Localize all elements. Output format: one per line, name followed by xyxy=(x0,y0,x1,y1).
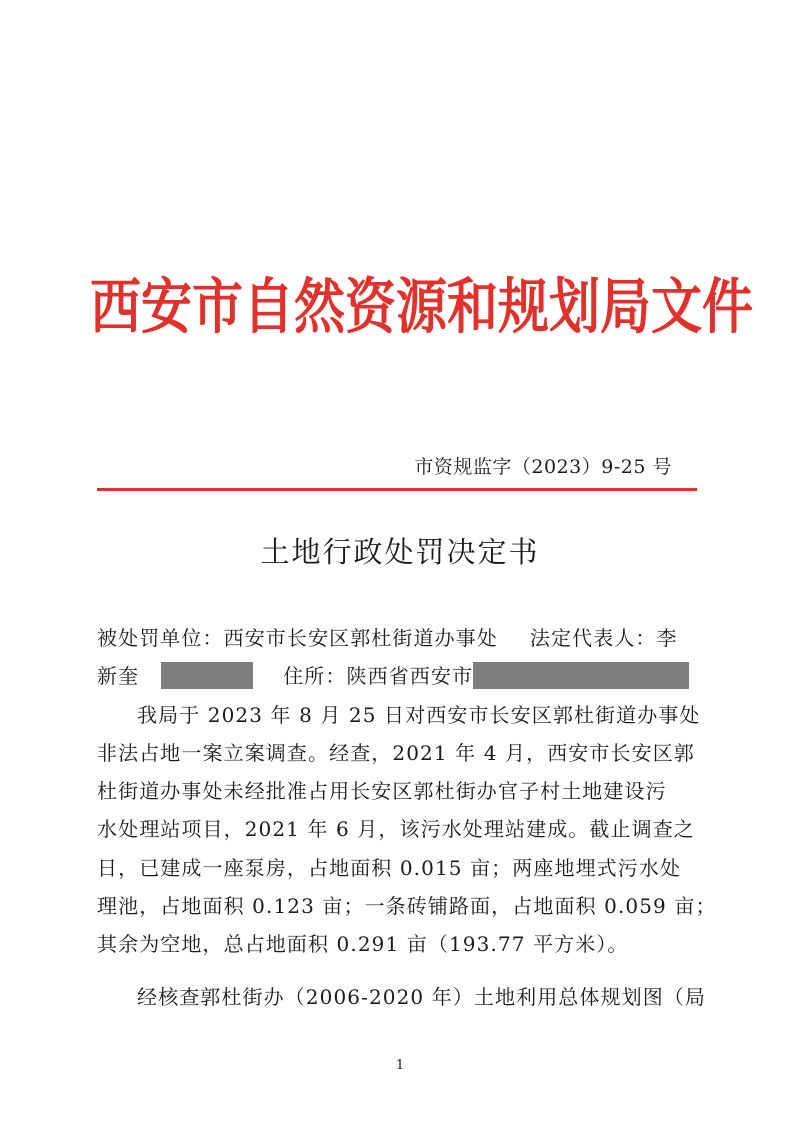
masthead-title: 西安市自然资源和规划局文件 xyxy=(90,272,754,343)
paragraph-line: 其余为空地，总占地面积 0.291 亩（193.77 平方米）。 xyxy=(97,932,629,957)
redaction-block xyxy=(161,662,253,689)
representative-value-part1: 李 xyxy=(656,626,678,650)
redaction-block xyxy=(473,662,689,689)
paragraph-line: 日，已建成一座泵房，占地面积 0.015 亩；两座地埋式污水处 xyxy=(97,855,682,880)
red-divider xyxy=(97,488,697,491)
address-label: 住所： xyxy=(283,664,347,689)
representative-label: 法定代表人： xyxy=(529,626,657,650)
representative-value-part2: 新奎 xyxy=(97,664,140,689)
unit-label: 被处罚单位： xyxy=(97,626,224,650)
page-number: 1 xyxy=(395,1058,405,1073)
paragraph-line: 经核查郭杜街办（2006-2020 年）土地利用总体规划图（局 xyxy=(137,984,707,1009)
document-body xyxy=(97,619,717,1016)
document-title: 土地行政处罚决定书 xyxy=(260,535,540,569)
paragraph-line: 水处理站项目，2021 年 6 月，该污水处理站建成。截止调查之 xyxy=(97,817,695,842)
party-line-1 xyxy=(97,619,697,657)
unit-value: 西安市长安区郭杜街道办事处 xyxy=(223,626,498,650)
document-number: 市资规监字（2023）9-25 号 xyxy=(414,456,672,478)
address-value: 陕西省西安市 xyxy=(346,664,474,689)
paragraph-line: 我局于 2023 年 8 月 25 日对西安市长安区郭杜街道办事处 xyxy=(137,702,701,727)
paragraph-line: 非法占地一案立案调查。经查，2021 年 4 月，西安市长安区郭 xyxy=(97,740,695,765)
paragraph-line: 杜街道办事处未经批准占用长安区郭杜街办官子村土地建设污 xyxy=(97,779,667,804)
party-line-2 xyxy=(97,657,697,695)
paragraph-line: 理池，占地面积 0.123 亩；一条砖铺路面，占地面积 0.059 亩； xyxy=(97,894,717,919)
